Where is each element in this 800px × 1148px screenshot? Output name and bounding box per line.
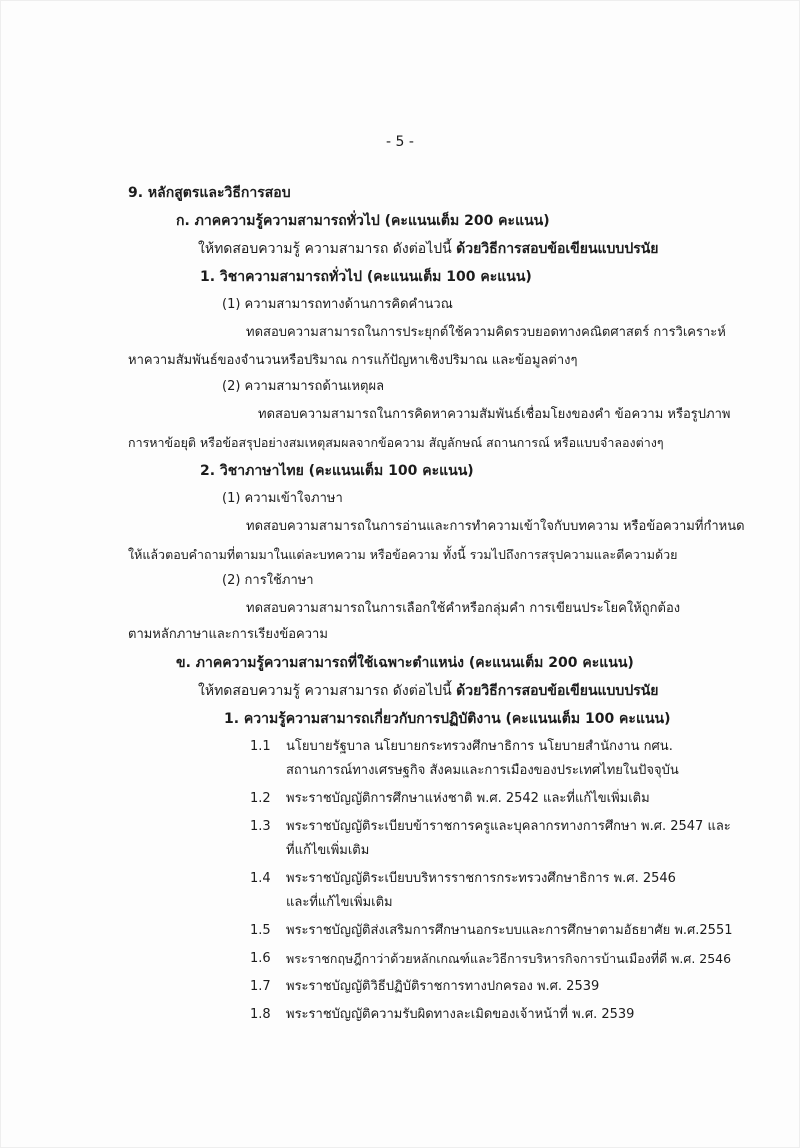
item-number: 1.7 xyxy=(250,979,271,994)
item-line: พระราชบัญญัติส่งเสริมการศึกษานอกระบบและการศึกษาตามอัธยาศัย พ.ศ.2551 xyxy=(286,923,733,938)
subject-2-item-1-label: (1) ความเข้าใจภาษา xyxy=(222,491,343,506)
part-b-intro-plain: ให้ทดสอบความรู้ ความสามารถ ดังต่อไปนี้ xyxy=(198,683,452,699)
subject-2-heading: 2. วิชาภาษาไทย (คะแนนเต็ม 100 คะแนน) xyxy=(200,463,474,479)
item-number: 1.2 xyxy=(250,791,271,806)
part-a-heading: ก. ภาคความรู้ความสามารถทั่วไป (คะแนนเต็ม 200 คะแนน) xyxy=(176,213,550,229)
item-line: ที่แก้ไขเพิ่มเติม xyxy=(286,843,370,858)
item-number: 1.6 xyxy=(250,951,271,966)
subject-2-item-2-label: (2) การใช้ภาษา xyxy=(222,573,314,588)
item-number: 1.1 xyxy=(250,739,271,754)
item-number: 1.5 xyxy=(250,923,271,938)
part-b-intro xyxy=(198,682,659,700)
item-line: พระราชบัญญัติการศึกษาแห่งชาติ พ.ศ. 2542 และที่แก้ไขเพิ่มเติม xyxy=(286,791,650,806)
item-line: พระราชบัญญัติระเบียบข้าราชการครูและบุคลากรทางการศึกษา พ.ศ. 2547 และ xyxy=(286,819,731,834)
subject-2-item-1-line-1: ทดสอบความสามารถในการอ่านและการทำความเข้าใจกับบทความ หรือข้อความที่กำหนด xyxy=(246,519,745,534)
page-number: - 5 - xyxy=(386,134,414,150)
item-line: พระราชบัญญัติความรับผิดทางละเมิดของเจ้าหน้าที่ พ.ศ. 2539 xyxy=(286,1007,635,1022)
subject-1-item-1-line-1: ทดสอบความสามารถในการประยุกต์ใช้ความคิดรวบยอดทางคณิตศาสตร์ การวิเคราะห์ xyxy=(246,325,726,340)
part-b-subject-1-heading: 1. ความรู้ความสามารถเกี่ยวกับการปฏิบัติงาน (คะแนนเต็ม 100 คะแนน) xyxy=(224,711,671,727)
subject-2-item-2-line-1: ทดสอบความสามารถในการเลือกใช้คำหรือกลุ่มคำ การเขียนประโยคให้ถูกต้อง xyxy=(246,601,681,616)
part-b-heading: ข. ภาคความรู้ความสามารถที่ใช้เฉพาะตำแหน่ง (คะแนนเต็ม 200 คะแนน) xyxy=(176,655,634,671)
subject-1-item-2-line-1: ทดสอบความสามารถในการคิดหาความสัมพันธ์เชื่อมโยงของคำ ข้อความ หรือรูปภาพ xyxy=(258,407,731,422)
part-a-intro xyxy=(198,240,659,258)
subject-1-item-1-line-2: หาความสัมพันธ์ของจำนวนหรือปริมาณ การแก้ปัญหาเชิงปริมาณ และข้อมูลต่างๆ xyxy=(128,353,578,368)
subject-2-item-1-line-2: ให้แล้วตอบคำถามที่ตามมาในแต่ละบทความ หรือข้อความ ทั้งนี้ รวมไปถึงการสรุปความและตีความด้วย xyxy=(128,547,678,562)
item-number: 1.3 xyxy=(250,819,271,834)
subject-2-item-2-line-2: ตามหลักภาษาและการเรียงข้อความ xyxy=(128,627,328,642)
subject-1-item-1-label: (1) ความสามารถทางด้านการคิดคำนวณ xyxy=(222,297,453,312)
item-line: พระราชบัญญัติวิธีปฏิบัติราชการทางปกครอง พ.ศ. 2539 xyxy=(286,979,600,994)
part-b-intro-bold: ด้วยวิธีการสอบข้อเขียนแบบปรนัย xyxy=(456,683,659,699)
subject-1-item-2-line-2: การหาข้อยุติ หรือข้อสรุปอย่างสมเหตุสมผลจากข้อความ สัญลักษณ์ สถานการณ์ หรือแบบจำลองต่างๆ xyxy=(128,435,664,450)
subject-1-heading: 1. วิชาความสามารถทั่วไป (คะแนนเต็ม 100 คะแนน) xyxy=(200,269,532,285)
part-a-intro-plain: ให้ทดสอบความรู้ ความสามารถ ดังต่อไปนี้ xyxy=(198,241,452,257)
item-number: 1.8 xyxy=(250,1007,271,1022)
part-a-intro-bold: ด้วยวิธีการสอบข้อเขียนแบบปรนัย xyxy=(456,241,659,257)
section-9-title: 9. หลักสูตรและวิธีการสอบ xyxy=(128,185,291,201)
item-line: พระราชกฤษฎีกาว่าด้วยหลักเกณฑ์และวิธีการบริหารกิจการบ้านเมืองที่ดี พ.ศ. 2546 xyxy=(286,951,732,966)
item-line: และที่แก้ไขเพิ่มเติม xyxy=(286,895,393,910)
subject-1-item-2-label: (2) ความสามารถด้านเหตุผล xyxy=(222,379,385,394)
item-line: นโยบายรัฐบาล นโยบายกระทรวงศึกษาธิการ นโยบายสำนักงาน กศน. xyxy=(286,739,673,754)
item-number: 1.4 xyxy=(250,871,271,886)
item-line: สถานการณ์ทางเศรษฐกิจ สังคมและการเมืองของประเทศไทยในปัจจุบัน xyxy=(286,763,679,778)
item-line: พระราชบัญญัติระเบียบบริหารราชการกระทรวงศึกษาธิการ พ.ศ. 2546 xyxy=(286,871,676,886)
